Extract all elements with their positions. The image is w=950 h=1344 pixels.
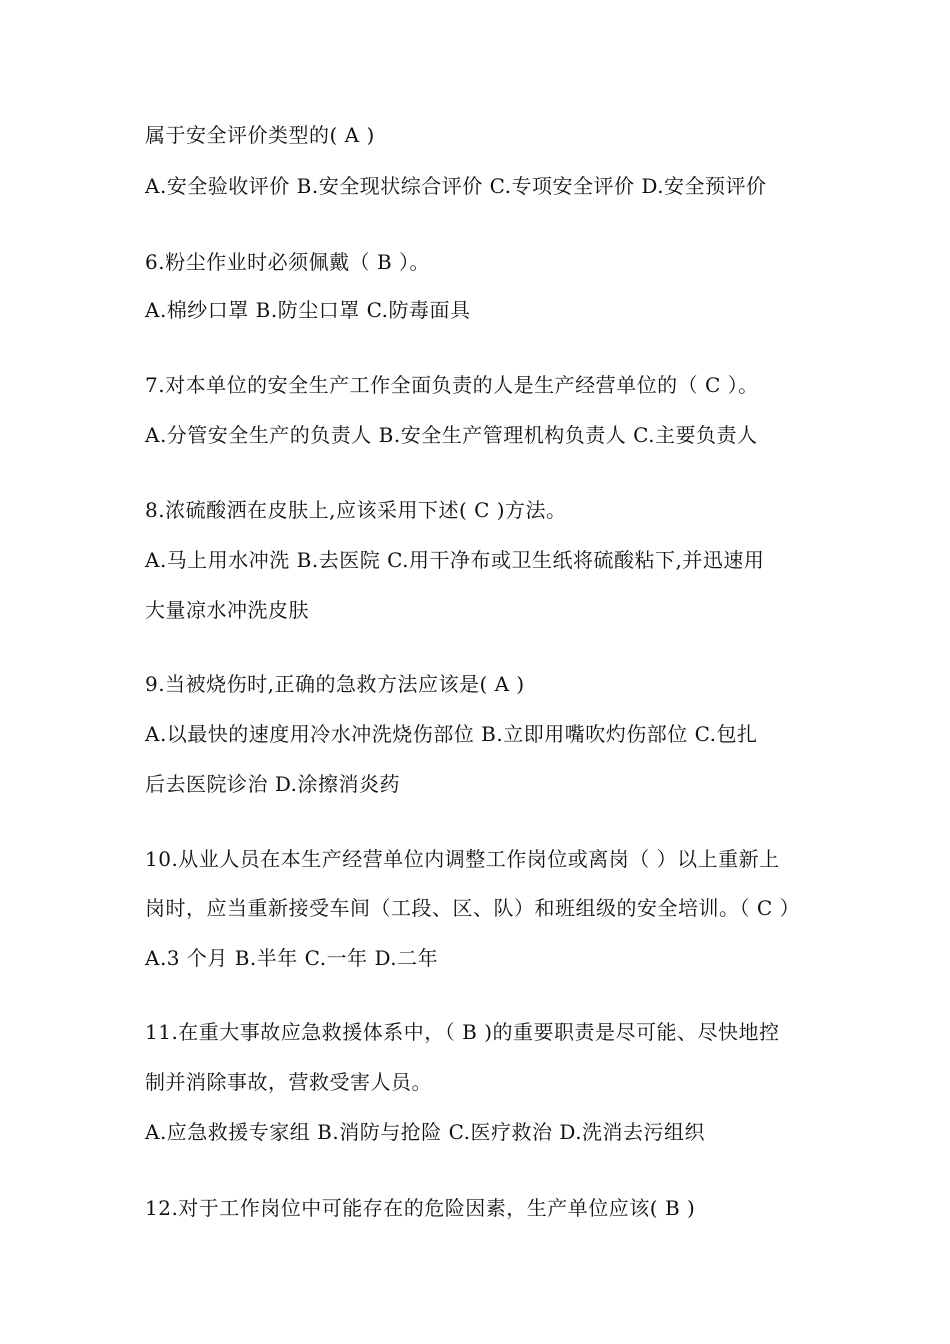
question-10-stem-cont: 岗时，应当重新接受车间（工段、区、队）和班组级的安全培训。（ C ）: [145, 896, 801, 920]
question-10-stem: 10.从业人员在本生产经营单位内调整工作岗位或离岗（ ）以上重新上: [145, 847, 780, 871]
question-8-options: A.马上用水冲洗 B.去医院 C.用干净布或卫生纸将硫酸粘下,并迅速用: [145, 548, 765, 572]
question-8-options-cont: 大量凉水冲洗皮肤: [145, 598, 309, 622]
question-10-options: A.3 个月 B.半年 C.一年 D.二年: [145, 946, 439, 970]
question-5-options: A.安全验收评价 B.安全现状综合评价 C.专项安全评价 D.安全预评价: [145, 174, 767, 198]
question-8-stem: 8.浓硫酸洒在皮肤上,应该采用下述( C )方法。: [145, 498, 567, 522]
question-11-stem: 11.在重大事故应急救援体系中，（ B )的重要职责是尽可能、尽快地控: [145, 1020, 780, 1044]
question-9-options: A.以最快的速度用冷水冲洗烧伤部位 B.立即用嘴吹灼伤部位 C.包扎: [145, 722, 758, 746]
question-7-stem: 7.对本单位的安全生产工作全面负责的人是生产经营单位的（ C ）。: [145, 373, 759, 397]
question-5-stem: 属于安全评价类型的( A ): [145, 123, 375, 147]
question-11-options: A.应急救援专家组 B.消防与抢险 C.医疗救治 D.洗消去污组织: [145, 1120, 706, 1144]
question-9-stem: 9.当被烧伤时,正确的急救方法应该是( A ): [145, 672, 525, 696]
question-6-stem: 6.粉尘作业时必须佩戴（ B ）。: [145, 250, 430, 274]
question-7-options: A.分管安全生产的负责人 B.安全生产管理机构负责人 C.主要负责人: [145, 423, 758, 447]
question-11-stem-cont: 制并消除事故，营救受害人员。: [145, 1070, 432, 1094]
question-9-options-cont: 后去医院诊治 D.涂擦消炎药: [145, 772, 401, 796]
question-12-stem: 12.对于工作岗位中可能存在的危险因素，生产单位应该( B ): [145, 1196, 696, 1220]
question-6-options: A.棉纱口罩 B.防尘口罩 C.防毒面具: [145, 298, 471, 322]
